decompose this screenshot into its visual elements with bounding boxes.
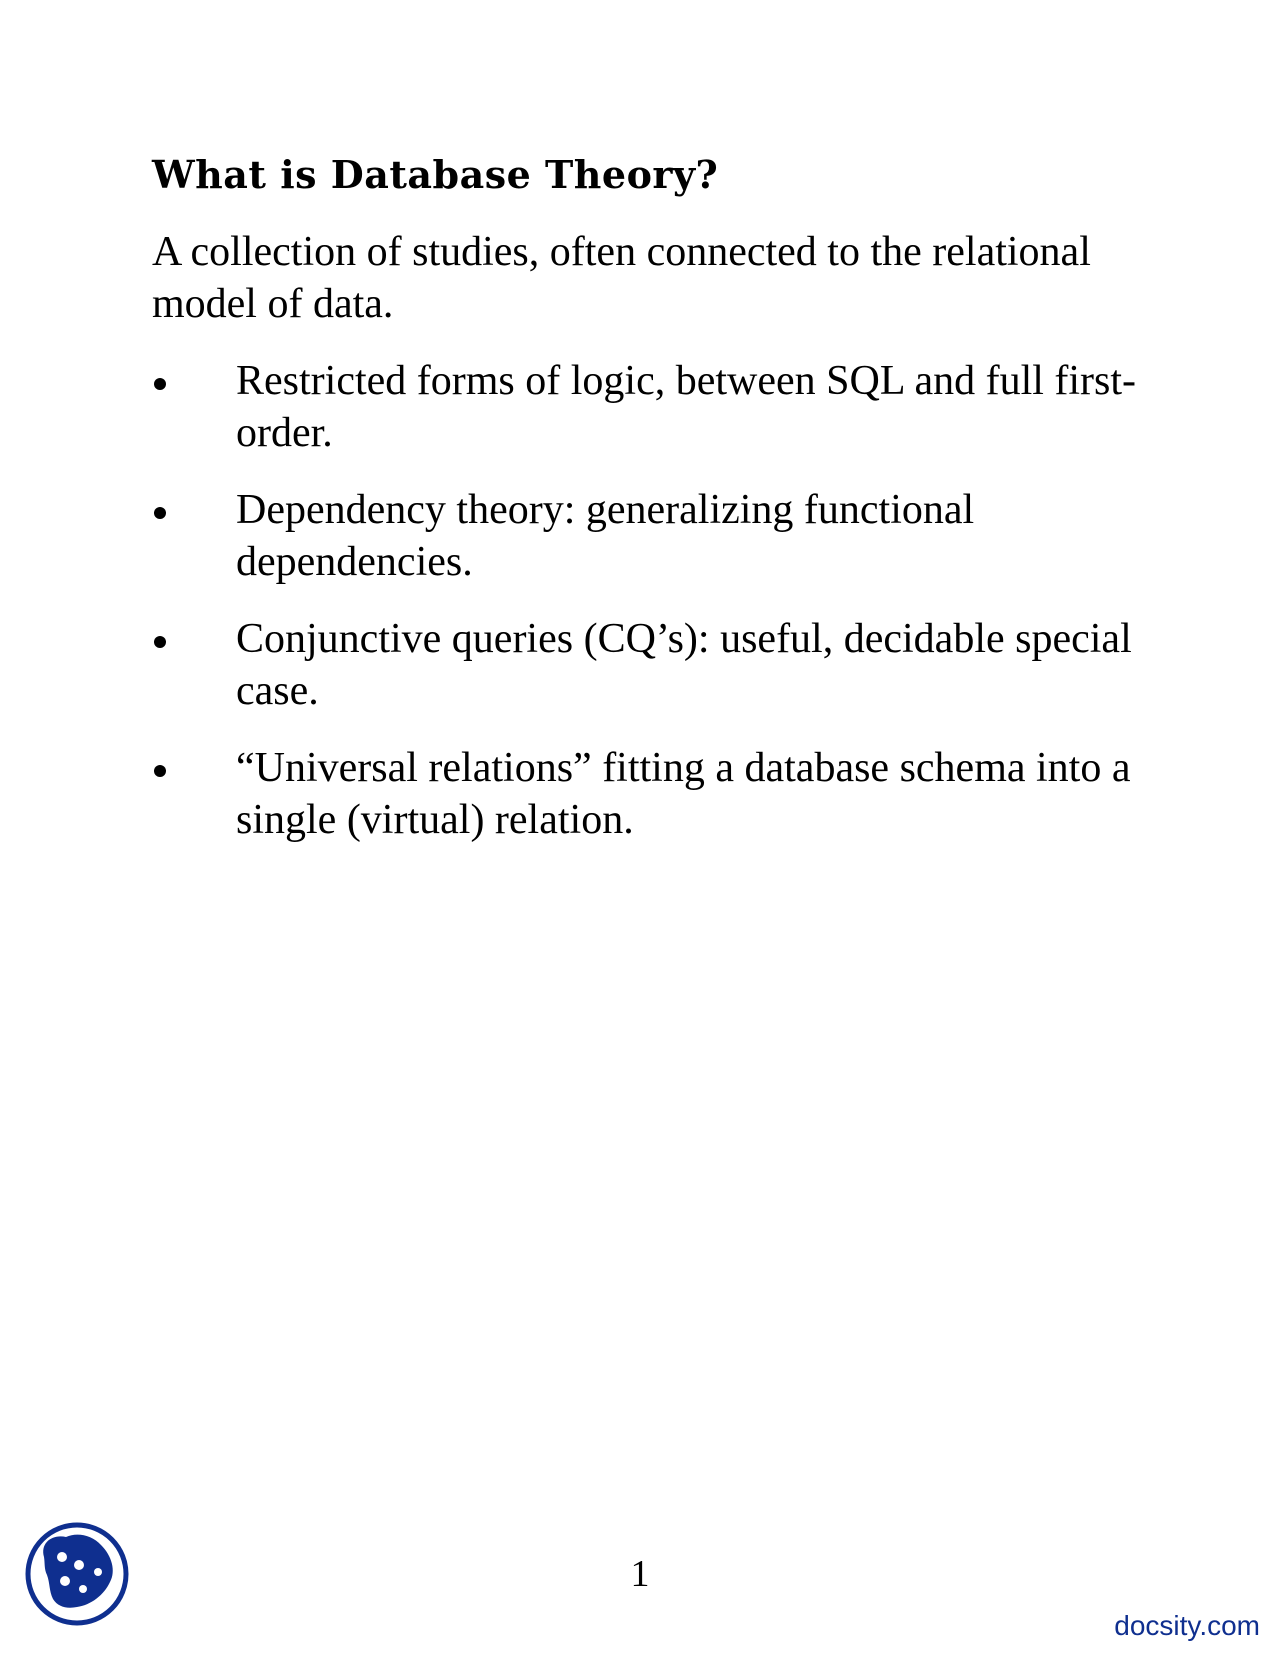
bullet-list: [152, 355, 1152, 871]
list-item: [152, 484, 1152, 588]
bullet-text: “Universal relations” fitting a database schema into a single (virtual) relation.: [236, 745, 1131, 843]
bullet-icon: [154, 765, 166, 777]
intro-paragraph: A collection of studies, often connected to the relational model of data.: [152, 229, 1091, 327]
docsity-link[interactable]: docsity.com: [1114, 1610, 1260, 1641]
docsity-logo-icon[interactable]: [22, 1519, 132, 1629]
bullet-text: Conjunctive queries (CQ’s): useful, decidable special case.: [236, 616, 1132, 714]
bullet-icon: [154, 636, 166, 648]
list-item: [152, 613, 1152, 717]
bullet-icon: [154, 378, 166, 390]
page-title: What is Database Theory?: [152, 152, 719, 197]
bullet-text: Restricted forms of logic, between SQL and full first-order.: [236, 358, 1137, 456]
list-item: [152, 355, 1152, 459]
page-number: 1: [630, 1553, 650, 1595]
bullet-icon: [154, 507, 166, 519]
bullet-text: Dependency theory: generalizing functional dependencies.: [236, 487, 975, 585]
list-item: [152, 742, 1152, 846]
